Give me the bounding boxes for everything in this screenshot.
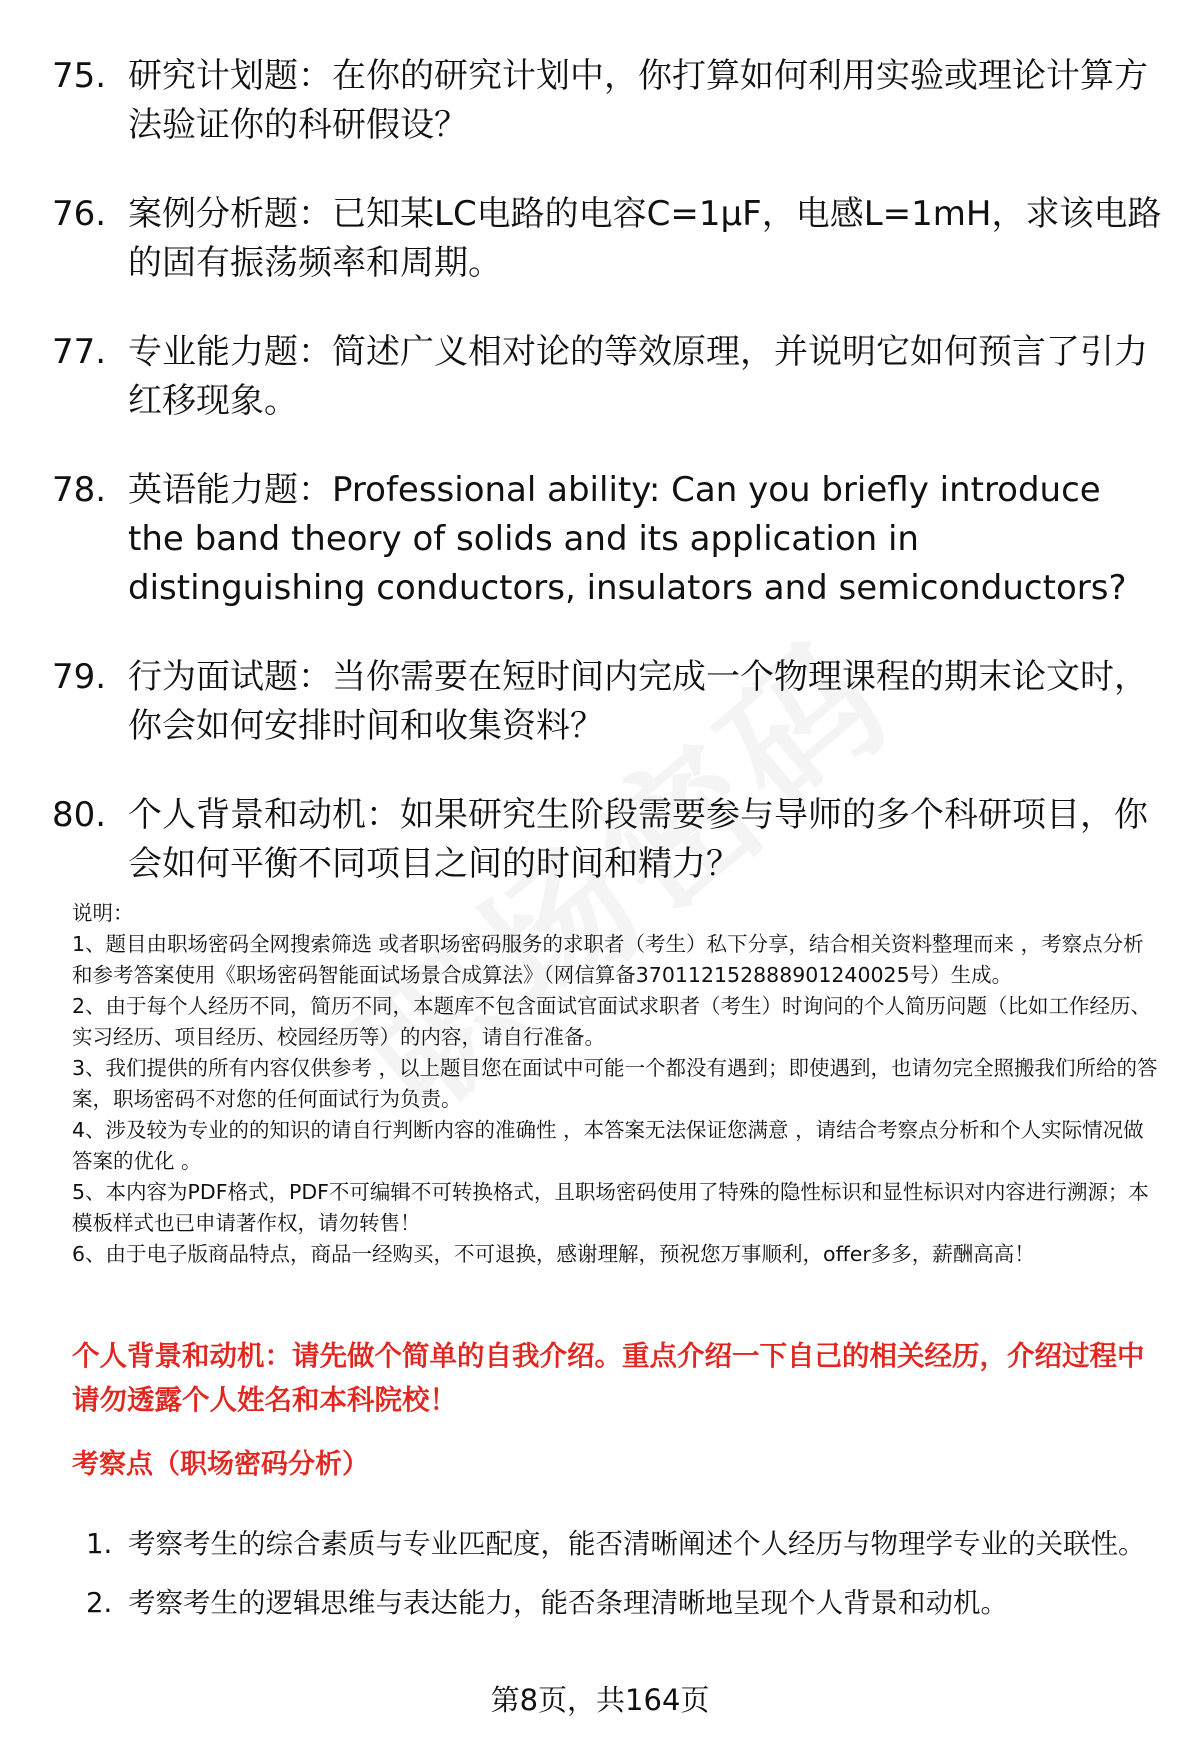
question-text: 英语能力题：Professional ability: Can you briefly introduce the band theory of solids and its application in distinguishing conductors, insulators and semiconductors? [128,470,1127,608]
question-item [52,52,1162,150]
notes-section [72,898,1162,1270]
question-number: 77. [52,332,107,372]
analysis-point [86,1515,1162,1574]
question-text: 个人背景和动机：如果研究生阶段需要参与导师的多个科研项目，你会如何平衡不同项目之间的时间和精力？ [128,795,1148,884]
section-subheading: 考察点（职场密码分析） [72,1449,369,1480]
question-item [52,653,1162,751]
question-text: 研究计划题：在你的研究计划中，你打算如何利用实验或理论计算方法验证你的科研假设？ [128,56,1148,145]
analysis-point-text: 考察考生的逻辑思维与表达能力，能否条理清晰地呈现个人背景和动机。 [128,1587,1008,1619]
question-item [52,466,1162,613]
analysis-point-number: 2. [86,1587,113,1619]
question-item [52,328,1162,426]
analysis-point-text: 考察考生的综合素质与专业匹配度，能否清晰阐述个人经历与物理学专业的关联性。 [128,1528,1146,1560]
notes-item: 1、题目由职场密码全网搜索筛选 或者职场密码服务的求职者（考生）私下分享，结合相关资料整理而来 ，考察点分析和参考答案使用《职场密码智能面试场景合成算法》（网信算备370112152888901240025号）生成。 [72,932,1144,987]
notes-item: 5、本内容为PDF格式，PDF不可编辑不可转换格式，且职场密码使用了特殊的隐性标识和显性标识对内容进行溯源；本模板样式也已申请著作权，请勿转售！ [72,1180,1149,1235]
question-text: 案例分析题：已知某LC电路的电容C=1μF，电感L=1mH，求该电路的固有振荡频率和周期。 [128,194,1162,283]
page-number: 第8页，共164页 [490,1683,710,1717]
notes-item: 3、我们提供的所有内容仅供参考 ，以上题目您在面试中可能一个都没有遇到；即使遇到，也请勿完全照搬我们所给的答案，职场密码不对您的任何面试行为负责。 [72,1056,1158,1111]
question-text: 专业能力题：简述广义相对论的等效原理，并说明它如何预言了引力红移现象。 [128,332,1148,421]
question-number: 79. [52,657,107,697]
question-number: 80. [52,795,107,835]
question-list [52,52,1162,929]
notes-item: 4、涉及较为专业的的知识的请自行判断内容的准确性 ，本答案无法保证您满意 ，请结合考察点分析和个人实际情况做答案的优化 。 [72,1118,1144,1173]
question-item [52,791,1162,889]
question-text: 行为面试题：当你需要在短时间内完成一个物理课程的期末论文时，你会如何安排时间和收集资料？ [128,657,1148,746]
analysis-point [86,1574,1162,1633]
notes-item: 2、由于每个人经历不同，简历不同，本题库不包含面试官面试求职者（考生）时询问的个人简历问题（比如工作经历、实习经历、项目经历、校园经历等）的内容，请自行准备。 [72,994,1152,1049]
analysis-points [86,1515,1162,1633]
section-heading: 个人背景和动机：请先做个简单的自我介绍。重点介绍一下自己的相关经历，介绍过程中请勿透露个人姓名和本科院校！ [72,1340,1145,1416]
analysis-point-number: 1. [86,1528,113,1560]
notes-title: 说明： [72,901,134,925]
question-item [52,190,1162,288]
question-number: 75. [52,56,107,96]
question-number: 78. [52,470,107,510]
question-number: 76. [52,194,107,234]
notes-item: 6、由于电子版商品特点，商品一经购买，不可退换，感谢理解，预祝您万事顺利，offer多多，薪酬高高！ [72,1242,1035,1266]
